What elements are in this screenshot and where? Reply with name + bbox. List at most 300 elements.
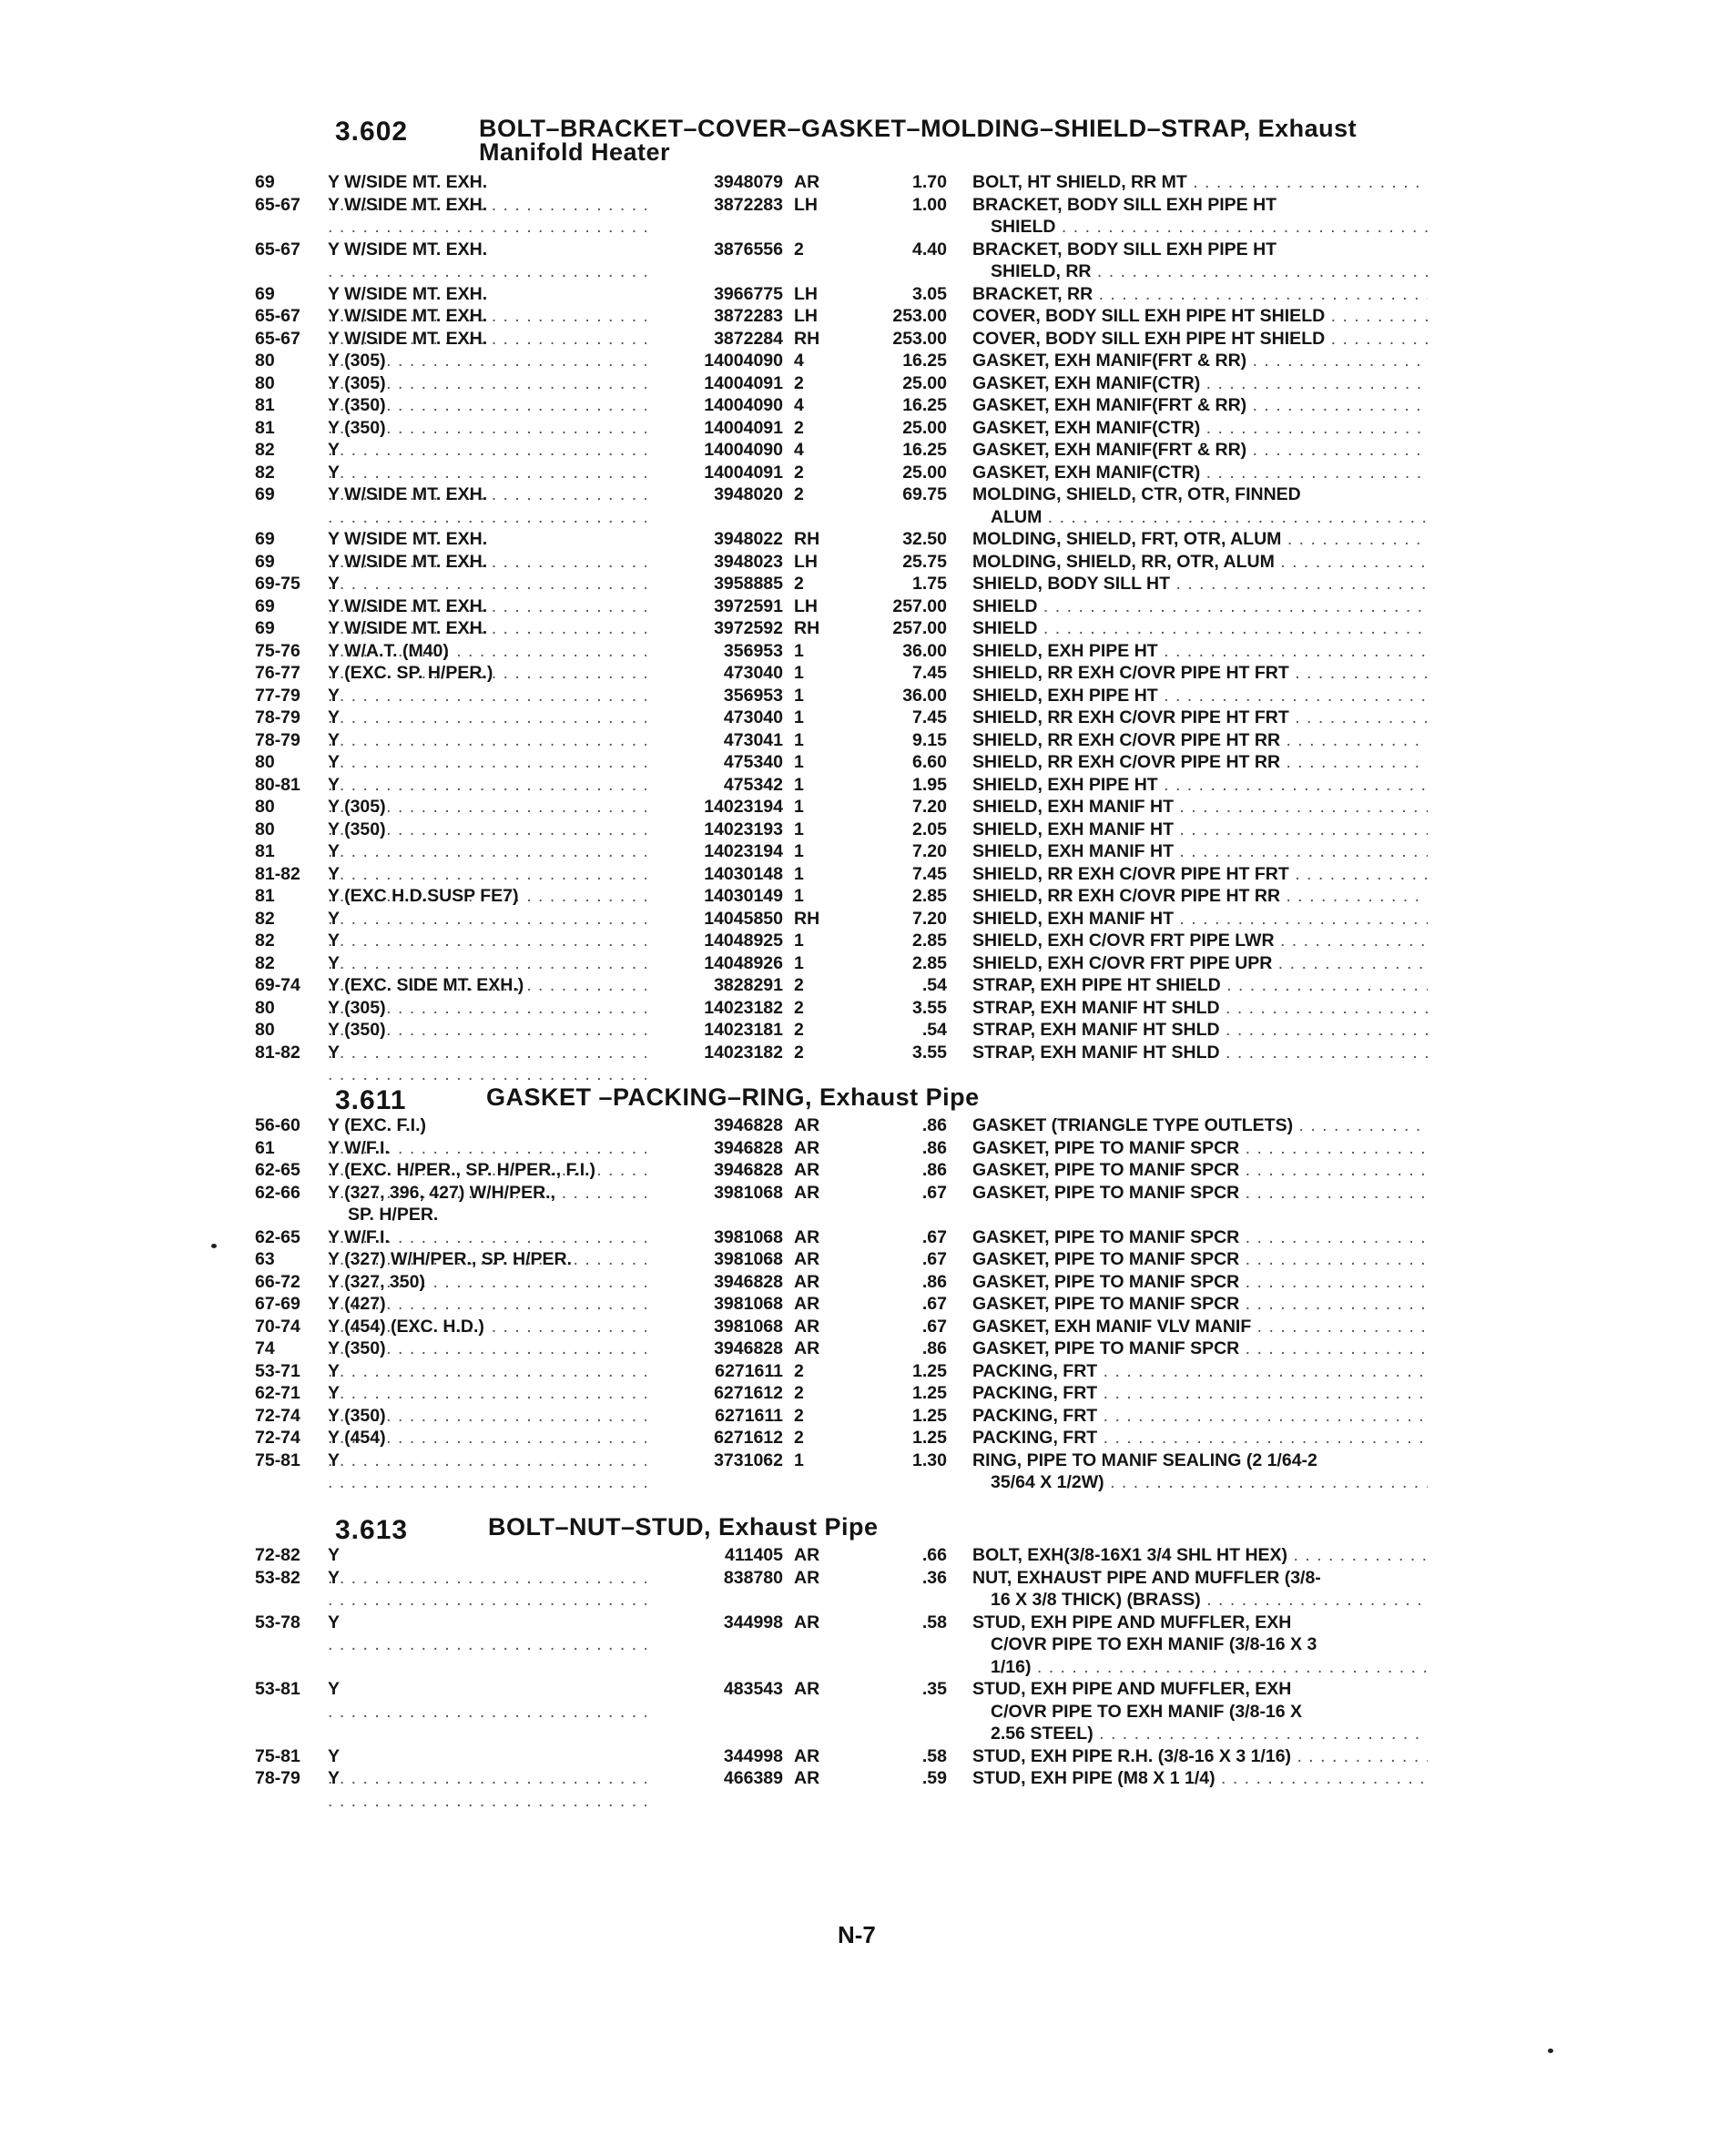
application (328, 194, 646, 239)
description-line: GASKET, EXH MANIF(FRT & RR) . . . (972, 394, 1428, 417)
model-years: 53-78 (255, 1612, 300, 1632)
part-number: 3828291 (714, 975, 783, 995)
part-number: 14004091 (704, 372, 783, 393)
description-line: STUD, EXH PIPE (M8 X 1 1/4) . . . (972, 1767, 1428, 1790)
table-row (0, 394, 1719, 417)
application-text: Y (328, 952, 341, 973)
description (972, 1337, 1428, 1360)
table-row (0, 819, 1719, 841)
section-number: 3.602 (335, 117, 409, 147)
description (972, 662, 1428, 685)
price: 7.20 (912, 841, 947, 861)
table-row (0, 952, 1719, 975)
description-line: BOLT, HT SHIELD, RR MT . . . (972, 171, 1428, 194)
model-years: 72-82 (255, 1545, 300, 1565)
part-number: 473041 (723, 729, 783, 750)
price: 69.75 (902, 484, 947, 504)
table-row (0, 462, 1719, 484)
quantity: 2 (794, 484, 804, 504)
model-years: 69-74 (255, 975, 300, 995)
page-number: N-7 (838, 1921, 876, 1948)
quantity: 1 (794, 841, 804, 861)
application-text: Y W/SIDE MT. EXH. (328, 172, 488, 192)
price: .86 (921, 1115, 947, 1135)
part-number: 3946828 (714, 1115, 783, 1135)
description-line: ALUM . . . (972, 506, 1428, 529)
description (972, 1226, 1428, 1249)
description-line: GASKET, EXH MANIF VLV MANIF . . . (972, 1316, 1428, 1338)
quantity: 2 (794, 975, 804, 995)
table-row (0, 350, 1719, 372)
price: .86 (921, 1271, 947, 1292)
application-text: Y W/SIDE MT. EXH. (328, 618, 488, 638)
application-text: Y W/SIDE MT. EXH. (328, 194, 488, 215)
application-text: Y (328, 574, 341, 594)
model-years: 69 (255, 551, 275, 572)
description (972, 1316, 1428, 1338)
application-text: Y (328, 841, 341, 861)
description (972, 1114, 1428, 1137)
table-row (0, 1567, 1719, 1612)
model-years: 69 (255, 484, 275, 504)
part-number: 14023194 (704, 841, 783, 861)
description (972, 952, 1428, 975)
price: 253.00 (892, 306, 947, 326)
table-row (0, 1449, 1719, 1494)
part-number: 14048926 (704, 952, 783, 973)
quantity: 4 (794, 351, 804, 371)
table-row (0, 1042, 1719, 1064)
application-text: Y (328, 1745, 341, 1766)
table-row (0, 774, 1719, 797)
table-row (0, 595, 1719, 618)
quantity: AR (794, 1137, 820, 1158)
application-text: Y (328, 1768, 341, 1788)
model-years: 69 (255, 283, 275, 304)
description (972, 417, 1428, 440)
description (972, 1159, 1428, 1182)
application-text: Y (427) (328, 1294, 386, 1314)
application (328, 1678, 646, 1723)
table-row (0, 863, 1719, 886)
table-row (0, 1360, 1719, 1383)
description-line: SHIELD, RR EXH C/OVR PIPE HT RR . . . (972, 885, 1428, 908)
price: 25.00 (902, 417, 947, 438)
part-number: 3876556 (714, 239, 783, 259)
description-line: BRACKET, RR . . . (972, 283, 1428, 306)
description-line: GASKET, EXH MANIF(CTR) . . . (972, 372, 1428, 395)
price: 253.00 (892, 328, 947, 349)
part-number: 3981068 (714, 1294, 783, 1314)
application-text: Y W/SIDE MT. EXH. (328, 529, 488, 549)
part-number: 3946828 (714, 1271, 783, 1292)
table-row (0, 974, 1719, 997)
table-row (0, 930, 1719, 952)
part-number: 14004090 (704, 351, 783, 371)
quantity: 2 (794, 372, 804, 393)
part-number: 3946828 (714, 1338, 783, 1358)
description (972, 171, 1428, 194)
description-line: SHIELD, RR EXH C/OVR PIPE HT FRT . . . (972, 707, 1428, 729)
description-line: GASKET, PIPE TO MANIF SPCR . . . (972, 1182, 1428, 1205)
price: 7.45 (912, 863, 947, 884)
description-line: BRACKET, BODY SILL EXH PIPE HT (972, 194, 1277, 215)
price: 1.25 (912, 1360, 947, 1381)
table-row (0, 796, 1719, 819)
model-years: 70-74 (255, 1316, 300, 1337)
application-text: Y (305) (328, 372, 386, 393)
table-row (0, 417, 1719, 440)
part-number: 356953 (723, 640, 783, 661)
part-number: 3972592 (714, 618, 783, 638)
description (972, 283, 1428, 306)
description-line: PACKING, FRT . . . (972, 1427, 1428, 1449)
quantity: 2 (794, 462, 804, 483)
description (972, 595, 1428, 618)
description (972, 483, 1428, 528)
part-number: 356953 (723, 685, 783, 706)
model-years: 80 (255, 372, 275, 393)
part-number: 14004091 (704, 462, 783, 483)
description-line: SHIELD, EXH C/OVR FRT PIPE LWR . . . (972, 930, 1428, 952)
part-number: 6271612 (714, 1383, 783, 1403)
table-row (0, 1248, 1719, 1271)
quantity: AR (794, 1768, 820, 1788)
application (328, 239, 646, 283)
quantity: AR (794, 1316, 820, 1337)
part-number: 14023194 (704, 797, 783, 817)
application-text: Y (328, 863, 341, 884)
quantity: 1 (794, 707, 804, 727)
model-years: 81-82 (255, 863, 300, 884)
table-row (0, 1019, 1719, 1042)
application-text: Y (350) (328, 395, 386, 415)
description-line: SHIELD, EXH MANIF HT . . . (972, 819, 1428, 841)
price: 36.00 (902, 685, 947, 706)
description (972, 1767, 1428, 1790)
quantity: 2 (794, 1360, 804, 1381)
price: .35 (921, 1679, 947, 1699)
price: 7.45 (912, 663, 947, 683)
table-row (0, 1678, 1719, 1745)
part-number: 3948020 (714, 484, 783, 504)
part-number: 6271612 (714, 1428, 783, 1448)
model-years: 78-79 (255, 729, 300, 750)
description (972, 439, 1428, 462)
description-line: SHIELD, EXH PIPE HT . . . (972, 774, 1428, 797)
model-years: 65-67 (255, 194, 300, 215)
part-number: 14030149 (704, 886, 783, 906)
price: .67 (921, 1226, 947, 1247)
description (972, 1137, 1428, 1160)
application-text: Y (328, 440, 341, 460)
model-years: 62-65 (255, 1160, 300, 1180)
model-years: 80-81 (255, 774, 300, 795)
application (328, 1612, 646, 1656)
section-number: 3.611 (335, 1085, 407, 1115)
price: .86 (921, 1338, 947, 1358)
part-number: 3981068 (714, 1226, 783, 1247)
application-text: Y (327, 396, 427) W/H/PER., (328, 1182, 556, 1203)
quantity: 2 (794, 574, 804, 594)
part-number: 483543 (723, 1679, 783, 1699)
model-years: 76-77 (255, 663, 300, 683)
application-text: Y (350) (328, 819, 386, 839)
part-number: 3946828 (714, 1160, 783, 1180)
price: .58 (921, 1612, 947, 1632)
part-number: 473040 (723, 707, 783, 727)
parts-table (0, 171, 1719, 1063)
quantity: 2 (794, 1383, 804, 1403)
description (972, 1678, 1428, 1745)
description-line: STRAP, EXH MANIF HT SHLD . . . (972, 1042, 1428, 1064)
section-number: 3.613 (335, 1515, 409, 1545)
model-years: 75-76 (255, 640, 300, 661)
description (972, 729, 1428, 752)
description-line: GASKET, PIPE TO MANIF SPCR . . . (972, 1248, 1428, 1271)
description (972, 528, 1428, 551)
price: 1.95 (912, 774, 947, 795)
description-line: GASKET, EXH MANIF(FRT & RR) . . . (972, 350, 1428, 372)
quantity: AR (794, 1115, 820, 1135)
quantity: AR (794, 1226, 820, 1247)
description-line: SHIELD, EXH C/OVR FRT PIPE UPR . . . (972, 952, 1428, 975)
model-years: 53-81 (255, 1679, 300, 1699)
scan-speck (1548, 2049, 1553, 2053)
table-row (0, 908, 1719, 931)
table-row (0, 1767, 1719, 1790)
application-text: Y (328, 729, 341, 750)
description-line: SHIELD, EXH MANIF HT . . . (972, 840, 1428, 863)
description-line: C/OVR PIPE TO EXH MANIF (3/8-16 X 3 (991, 1634, 1317, 1654)
part-number: 3946828 (714, 1137, 783, 1158)
part-number: 3972591 (714, 595, 783, 616)
price: .67 (921, 1182, 947, 1203)
price: 4.40 (912, 239, 947, 259)
application-text: Y (305) (328, 797, 386, 817)
quantity: 1 (794, 819, 804, 839)
application-text: Y W/SIDE MT. EXH. (328, 283, 488, 304)
application-text: Y (EXC. SP. H/PER.) (328, 663, 493, 683)
application-text: Y (328, 1567, 341, 1588)
model-years: 69 (255, 529, 275, 549)
description (972, 1360, 1428, 1383)
quantity: AR (794, 1249, 820, 1269)
description (972, 863, 1428, 886)
description (972, 774, 1428, 797)
table-row (0, 194, 1719, 239)
description (972, 1449, 1428, 1494)
table-row (0, 573, 1719, 595)
part-number: 3948079 (714, 172, 783, 192)
model-years: 56-60 (255, 1115, 300, 1135)
scan-speck (211, 1244, 217, 1248)
price: .67 (921, 1294, 947, 1314)
description-line: SHIELD, EXH MANIF HT . . . (972, 908, 1428, 931)
description (972, 551, 1428, 574)
part-number: 6271611 (715, 1360, 783, 1381)
section-3-611 (0, 1085, 1719, 1494)
part-number: 3948023 (714, 551, 783, 572)
quantity: 1 (794, 1449, 804, 1470)
part-number: 14004091 (704, 417, 783, 438)
application-text: Y W/SIDE MT. EXH. (328, 595, 488, 616)
section-header (0, 1085, 1719, 1116)
table-row (0, 305, 1719, 328)
part-number: 838780 (723, 1567, 783, 1588)
description (972, 1544, 1428, 1567)
quantity: AR (794, 1294, 820, 1314)
description-line: MOLDING, SHIELD, RR, OTR, ALUM . . . (972, 551, 1428, 574)
table-row (0, 483, 1719, 528)
model-years: 82 (255, 931, 275, 951)
price: .54 (921, 975, 947, 995)
model-years: 82 (255, 440, 275, 460)
table-row (0, 685, 1719, 707)
description (972, 617, 1428, 640)
quantity: LH (794, 194, 818, 215)
application (328, 1567, 646, 1612)
description (972, 1271, 1428, 1294)
application-text: Y W/F.I. (328, 1226, 390, 1247)
price: 1.25 (912, 1383, 947, 1403)
price: 257.00 (892, 595, 947, 616)
table-row (0, 528, 1719, 551)
application-text: Y (328, 1360, 341, 1381)
section-title: BOLT–NUT–STUD, Exhaust Pipe (488, 1513, 879, 1541)
table-row (0, 372, 1719, 395)
description-line: SHIELD, RR EXH C/OVR PIPE HT FRT . . . (972, 662, 1428, 685)
model-years: 75-81 (255, 1745, 300, 1766)
application-text: Y (EXC H.D.SUSP FE7) (328, 886, 519, 906)
application-text-cont: SP. H/PER. (348, 1205, 439, 1225)
part-number: 14023181 (704, 1020, 783, 1040)
description (972, 1745, 1428, 1768)
application-text: Y (EXC. SIDE MT. EXH.) (328, 975, 524, 995)
price: 16.25 (902, 395, 947, 415)
description (972, 1405, 1428, 1428)
description-line: GASKET, EXH MANIF(CTR) . . . (972, 462, 1428, 484)
description-line: RING, PIPE TO MANIF SEALING (2 1/64-2 (972, 1449, 1317, 1470)
model-years: 65-67 (255, 306, 300, 326)
table-row (0, 1316, 1719, 1338)
section-title: BOLT–BRACKET–COVER–GASKET–MOLDING–SHIELD–STRAP, Exhaust Manifold Heater (479, 115, 1358, 166)
price: 1.25 (912, 1405, 947, 1426)
model-years: 72-74 (255, 1405, 300, 1426)
table-row (0, 840, 1719, 863)
description (972, 685, 1428, 707)
application-text: Y (328, 707, 341, 727)
quantity: 1 (794, 931, 804, 951)
part-number: 3958885 (714, 574, 783, 594)
description-line: PACKING, FRT . . . (972, 1405, 1428, 1428)
description-line: STRAP, EXH MANIF HT SHLD . . . (972, 997, 1428, 1020)
description-line: 1/16) . . . (972, 1656, 1428, 1679)
application-text: Y (350) (328, 1338, 386, 1358)
description (972, 640, 1428, 663)
model-years: 69 (255, 618, 275, 638)
description (972, 239, 1428, 283)
model-years: 62-65 (255, 1226, 300, 1247)
table-row (0, 1159, 1719, 1182)
model-years: 77-79 (255, 685, 300, 706)
application-text: Y (305) (328, 351, 386, 371)
model-years: 63 (255, 1249, 275, 1269)
table-row (0, 1271, 1719, 1294)
quantity: RH (794, 908, 820, 929)
quantity: LH (794, 283, 818, 304)
quantity: 1 (794, 729, 804, 750)
price: 25.00 (902, 372, 947, 393)
description (972, 328, 1428, 351)
description-line: GASKET (TRIANGLE TYPE OUTLETS) . . . (972, 1114, 1428, 1137)
part-number: 3981068 (714, 1249, 783, 1269)
table-row (0, 1745, 1719, 1768)
application (328, 1042, 646, 1086)
quantity: AR (794, 1745, 820, 1766)
application-text: Y (328, 1383, 341, 1403)
part-number: 411405 (725, 1545, 783, 1565)
description-line: SHIELD, RR EXH C/OVR PIPE HT RR . . . (972, 729, 1428, 752)
application-text: Y (328, 931, 341, 951)
description-line: BOLT, EXH(3/8-16X1 3/4 SHL HT HEX) . . . (972, 1544, 1428, 1567)
description (972, 840, 1428, 863)
model-years: 74 (255, 1338, 275, 1358)
model-years: 66-72 (255, 1271, 300, 1292)
description-line: SHIELD, EXH PIPE HT . . . (972, 685, 1428, 707)
table-row (0, 328, 1719, 351)
price: 1.25 (912, 1428, 947, 1448)
quantity: LH (794, 306, 818, 326)
model-years: 80 (255, 997, 275, 1018)
model-years: 69 (255, 595, 275, 616)
table-row (0, 239, 1719, 283)
price: 16.25 (902, 351, 947, 371)
model-years: 67-69 (255, 1294, 300, 1314)
application-text: Y (328, 752, 341, 772)
table-row (0, 1612, 1719, 1679)
price: 2.85 (912, 886, 947, 906)
application (328, 483, 646, 528)
part-number: 14004090 (704, 395, 783, 415)
table-row (0, 439, 1719, 462)
quantity: LH (794, 551, 818, 572)
model-years: 81-82 (255, 1042, 300, 1063)
description-line: 16 X 3/8 THICK) (BRASS) . . . (972, 1589, 1428, 1612)
description (972, 305, 1428, 328)
table-row (0, 1405, 1719, 1428)
quantity: AR (794, 1160, 820, 1180)
description (972, 573, 1428, 595)
price: 7.20 (912, 908, 947, 929)
price: 25.00 (902, 462, 947, 483)
part-number: 14045850 (704, 908, 783, 929)
application-text: Y (328, 462, 341, 483)
price: 3.55 (912, 997, 947, 1018)
quantity: 2 (794, 239, 804, 259)
application-text: Y (305) (328, 997, 386, 1018)
model-years: 61 (255, 1137, 275, 1158)
description-line: GASKET, PIPE TO MANIF SPCR . . . (972, 1293, 1428, 1316)
model-years: 53-82 (255, 1567, 300, 1588)
description-line: STUD, EXH PIPE R.H. (3/8-16 X 3 1/16) . . . (972, 1745, 1428, 1768)
table-row (0, 1427, 1719, 1449)
description-line: STUD, EXH PIPE AND MUFFLER, EXH (972, 1612, 1292, 1632)
model-years: 78-79 (255, 1768, 300, 1788)
quantity: 2 (794, 417, 804, 438)
model-years: 80 (255, 797, 275, 817)
quantity: 1 (794, 685, 804, 706)
